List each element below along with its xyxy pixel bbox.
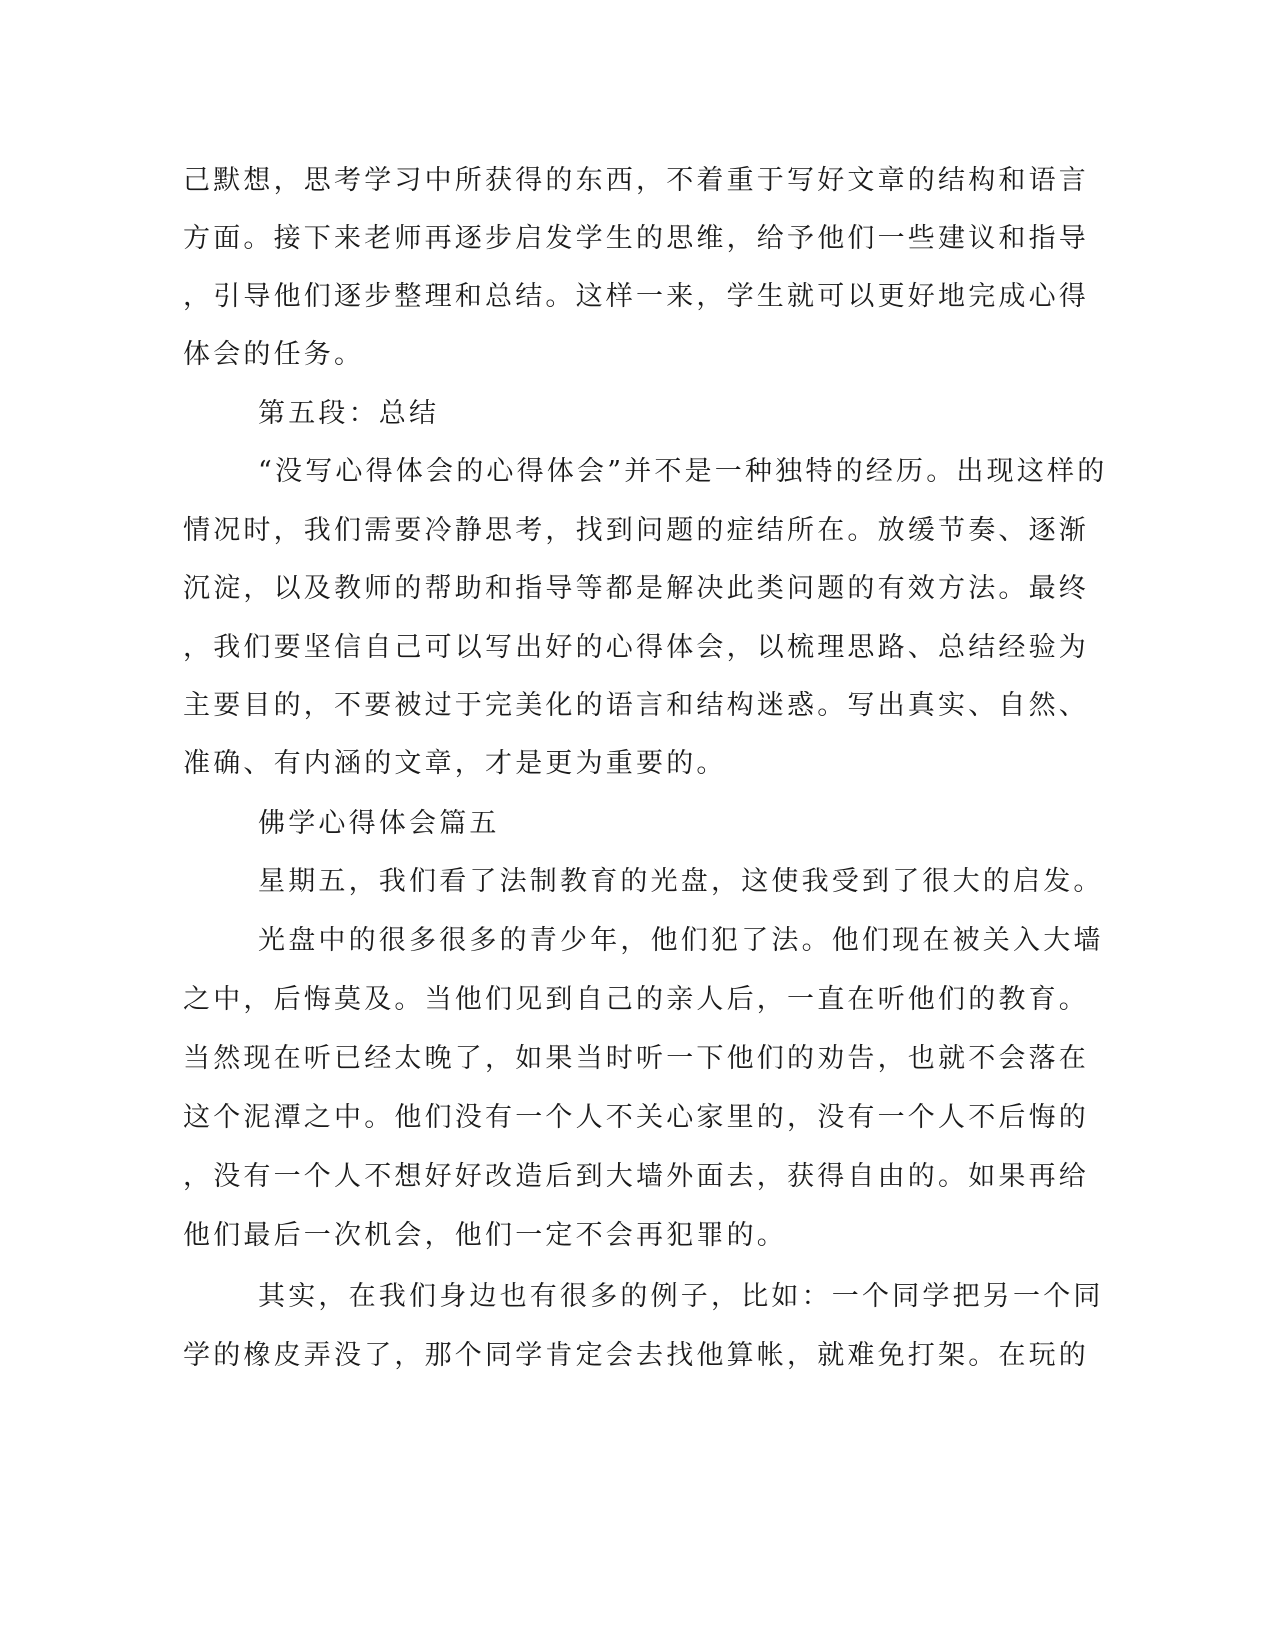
paragraph-line: 其实，在我们身边也有很多的例子，比如：一个同学把另一个同 <box>258 1281 1104 1312</box>
paragraph-line: ，引导他们逐步整理和总结。这样一来，学生就可以更好地完成心得 <box>183 281 1089 312</box>
paragraph-line: 这个泥潭之中。他们没有一个人不关心家里的，没有一个人不后悔的 <box>183 1102 1089 1133</box>
paragraph-line: 光盘中的很多很多的青少年，他们犯了法。他们现在被关入大墙 <box>258 925 1104 956</box>
paragraph-line: 学的橡皮弄没了，那个同学肯定会去找他算帐，就难免打架。在玩的 <box>183 1340 1089 1371</box>
paragraph-line: ，我们要坚信自己可以写出好的心得体会，以梳理思路、总结经验为 <box>183 632 1089 663</box>
paragraph-line: 方面。接下来老师再逐步启发学生的思维，给予他们一些建议和指导 <box>183 223 1089 254</box>
paragraph-line: 准确、有内涵的文章，才是更为重要的。 <box>183 748 727 779</box>
paragraph-line: 沉淀，以及教师的帮助和指导等都是解决此类问题的有效方法。最终 <box>183 573 1089 604</box>
paragraph-line: 当然现在听已经太晚了，如果当时听一下他们的劝告，也就不会落在 <box>183 1043 1089 1074</box>
article-title: 佛学心得体会篇五 <box>258 808 500 839</box>
paragraph-line: ，没有一个人不想好好改造后到大墙外面去，获得自由的。如果再给 <box>183 1161 1089 1192</box>
paragraph-line: 己默想，思考学习中所获得的东西，不着重于写好文章的结构和语言 <box>183 165 1089 196</box>
paragraph-line: 主要目的，不要被过于完美化的语言和结构迷惑。写出真实、自然、 <box>183 690 1089 721</box>
paragraph-line: 情况时，我们需要冷静思考，找到问题的症结所在。放缓节奏、逐渐 <box>183 515 1089 546</box>
paragraph-line: “没写心得体会的心得体会”并不是一种独特的经历。出现这样的 <box>258 456 1108 487</box>
paragraph-line: 他们最后一次机会，他们一定不会再犯罪的。 <box>183 1220 787 1251</box>
paragraph-line: 体会的任务。 <box>183 339 365 370</box>
paragraph-line: 之中，后悔莫及。当他们见到自己的亲人后，一直在听他们的教育。 <box>183 984 1089 1015</box>
section-heading: 第五段：总结 <box>258 398 440 429</box>
paragraph-line: 星期五，我们看了法制教育的光盘，这使我受到了很大的启发。 <box>258 866 1104 897</box>
